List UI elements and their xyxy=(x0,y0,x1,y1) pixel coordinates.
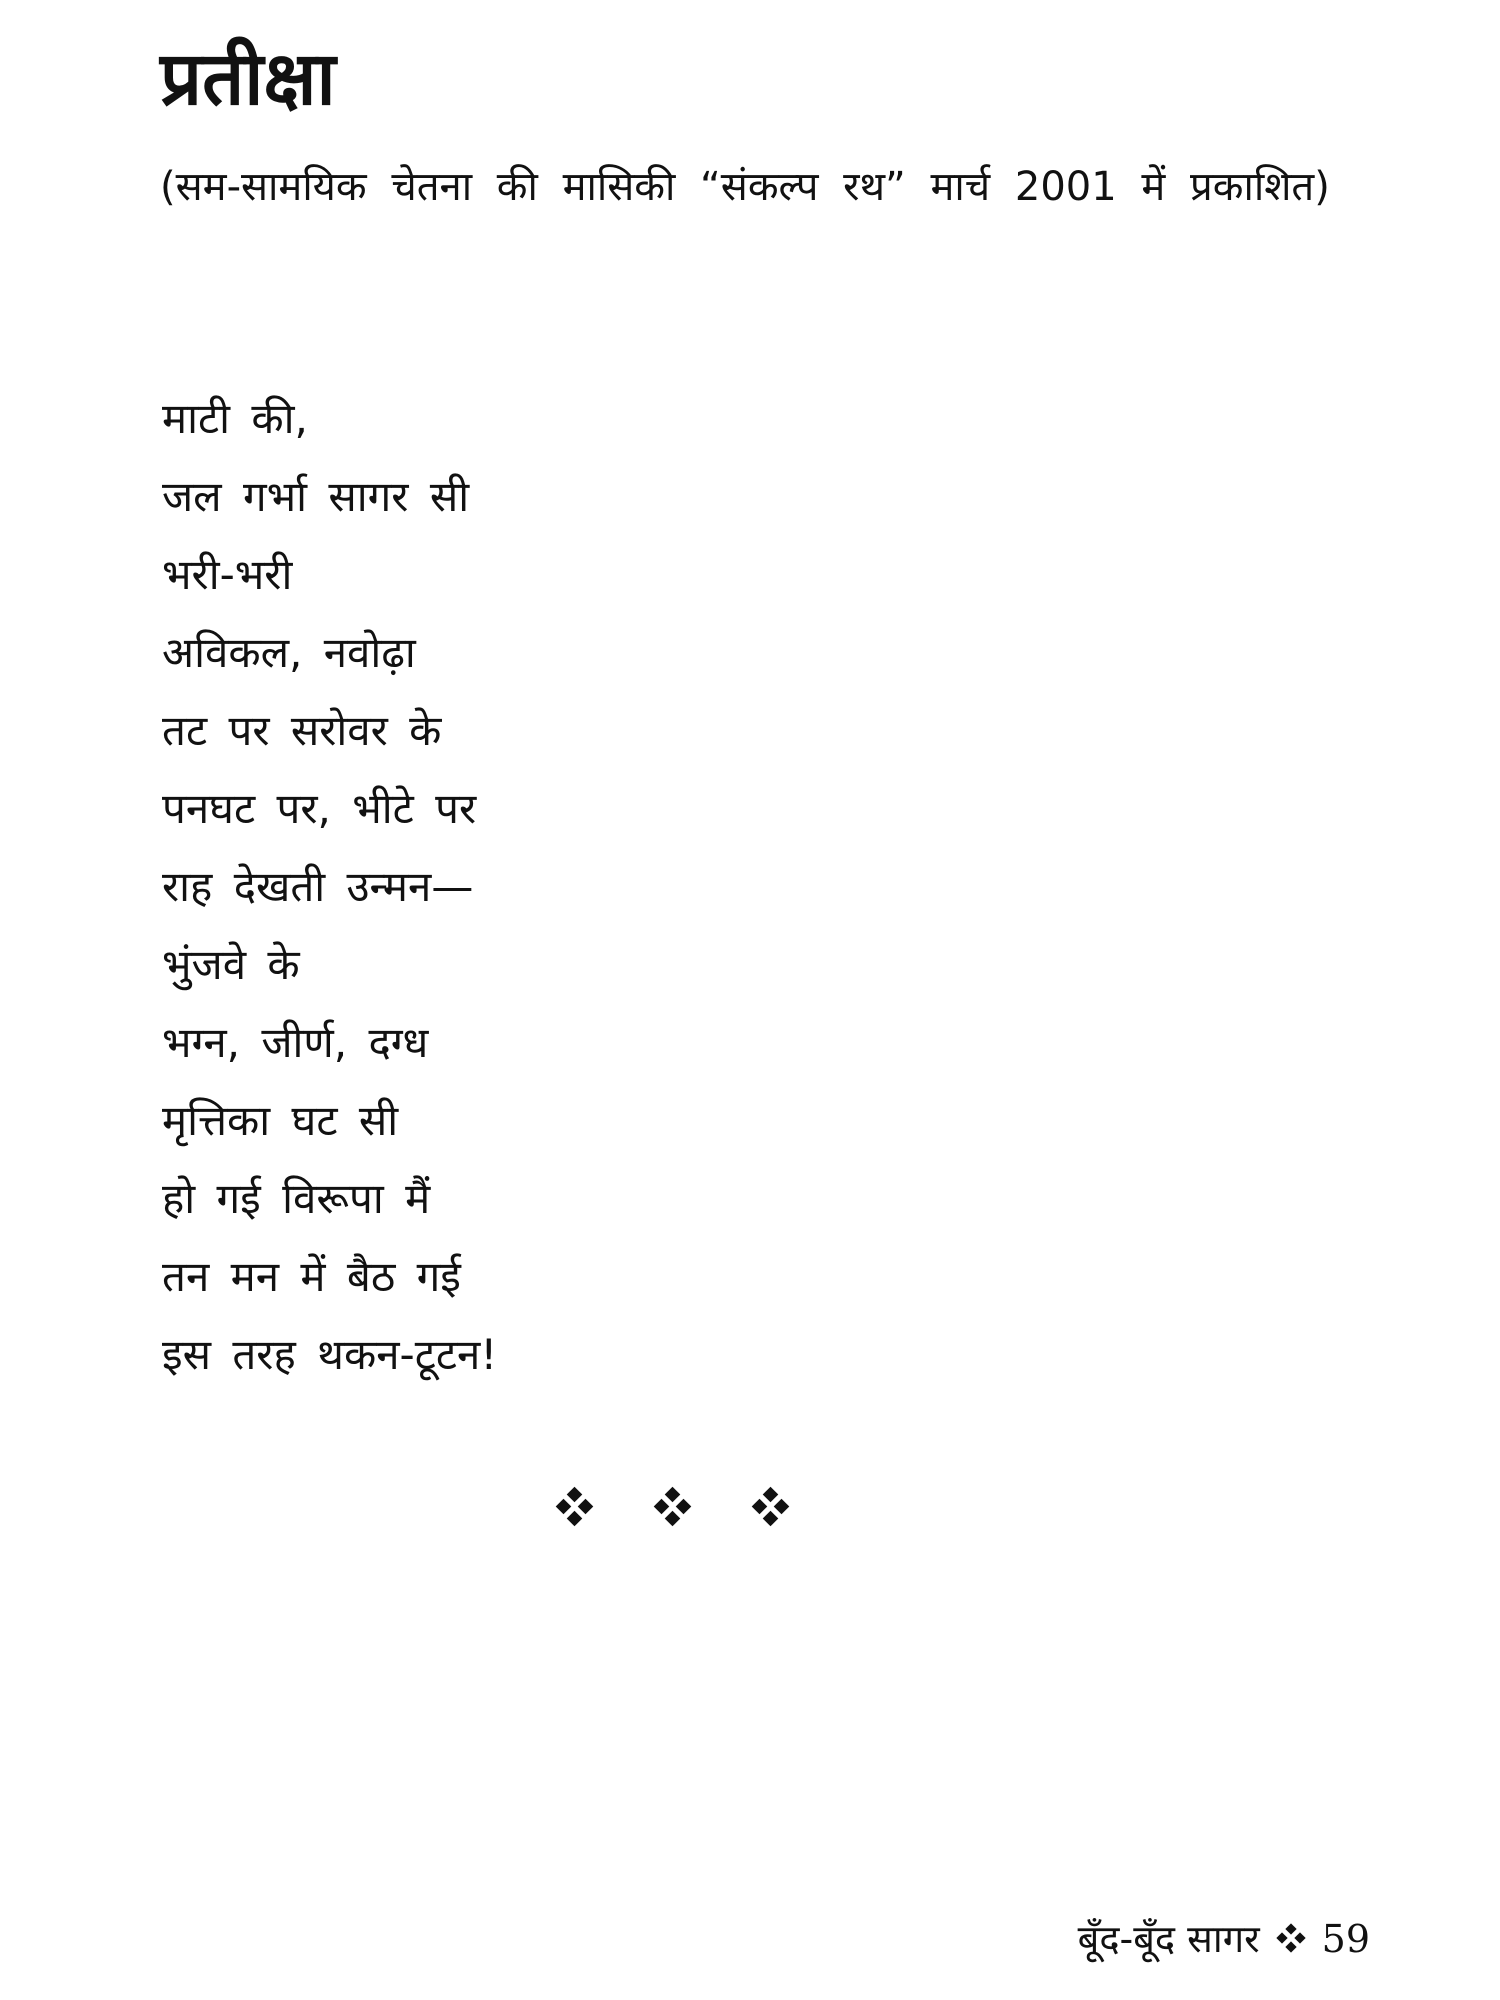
poem-line: तन मन में बैठ गई xyxy=(162,1252,461,1301)
poem-body xyxy=(162,380,497,1394)
poem-title: प्रतीक्षा xyxy=(160,36,336,122)
poem-line: भरी-भरी xyxy=(162,550,293,599)
publication-note: (सम-सामयिक चेतना की मासिकी “संकल्प रथ” मार्च 2001 में प्रकाशित) xyxy=(160,164,1330,210)
four-diamond-ornament-icon xyxy=(1276,1924,1306,1954)
book-title: बूँद-बूँद सागर xyxy=(1077,1917,1260,1961)
poem-line: मृत्तिका घट सी xyxy=(162,1096,399,1145)
page-footer xyxy=(1077,1917,1370,1961)
page-number: 59 xyxy=(1321,1917,1370,1961)
poem-line: हो गई विरूपा मैं xyxy=(162,1174,431,1223)
poem-line: पनघट पर, भीटे पर xyxy=(162,784,477,833)
poem-line: भग्न, जीर्ण, दग्ध xyxy=(162,1018,429,1067)
section-divider xyxy=(555,1487,791,1527)
poem-line: राह देखती उन्मन— xyxy=(162,862,474,911)
poem-line: जल गर्भा सागर सी xyxy=(162,472,470,521)
four-diamond-ornament-icon xyxy=(751,1487,791,1527)
poem-line: भुंजवे के xyxy=(162,940,300,989)
four-diamond-ornament-icon xyxy=(653,1487,693,1527)
four-diamond-ornament-icon xyxy=(555,1487,595,1527)
poem-line: इस तरह थकन-टूटन! xyxy=(162,1330,498,1379)
poem-line: अविकल, नवोढ़ा xyxy=(162,628,416,677)
poem-line: तट पर सरोवर के xyxy=(162,706,442,755)
poem-line: माटी की, xyxy=(162,394,308,443)
